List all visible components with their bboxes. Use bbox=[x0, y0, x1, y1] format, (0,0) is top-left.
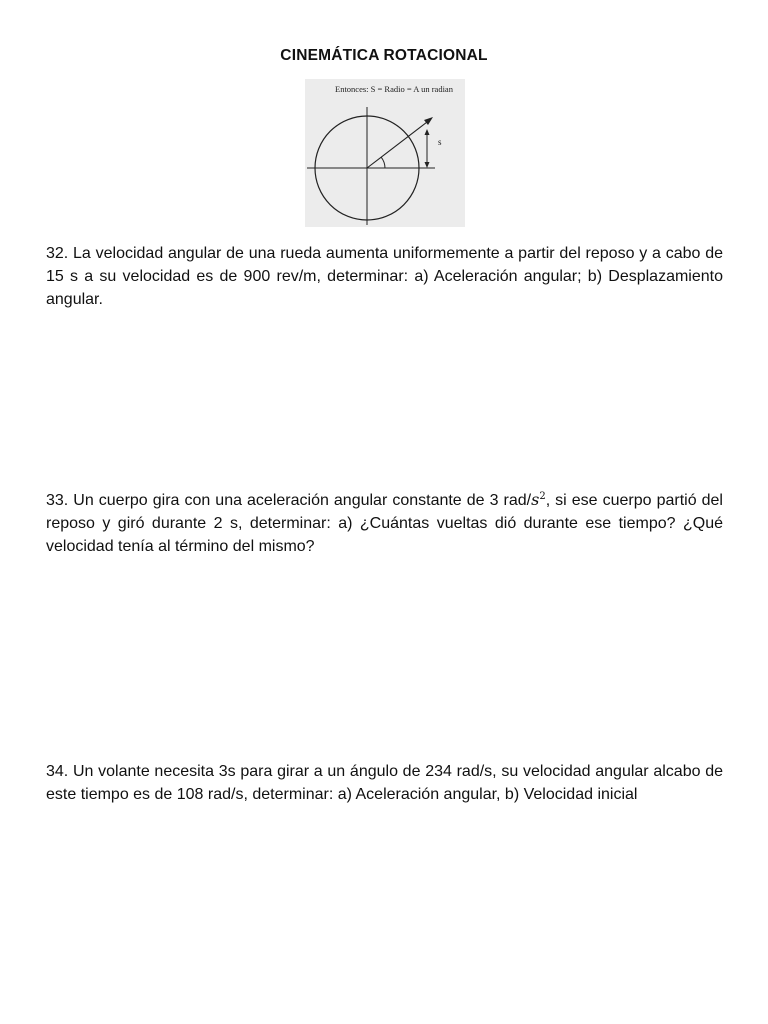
problem-34: 34. Un volante necesita 3s para girar a un ángulo de 234 rad/s, su velocidad angular alcabo de este tiempo es de 108 rad/s, determinar: a) Aceleración angular, b) Velocidad inicial bbox=[46, 763, 723, 803]
problem-33 bbox=[46, 485, 723, 558]
document-title: CINEMÁTICA ROTACIONAL bbox=[280, 47, 488, 64]
problem-32: 32. La velocidad angular de una rueda aumenta uniformemente a partir del reposo y a cabo de 15 s a su velocidad es de 900 rev/m, determinar: a) Aceleración angular; b) Desplazamiento angular. bbox=[46, 245, 723, 308]
problem-33-unit-variable: s bbox=[531, 490, 540, 509]
angle-arc bbox=[381, 157, 385, 168]
radian-diagram-svg bbox=[305, 79, 465, 227]
arc-length-label: s bbox=[438, 137, 442, 147]
problem-33-unit-exponent: 2 bbox=[539, 491, 546, 502]
problem-33-text-start: 33. Un cuerpo gira con una aceleración angular constante de 3 rad/ bbox=[46, 492, 532, 509]
arc-length-arrow-down bbox=[425, 162, 430, 168]
figure-caption: Entonces: S = Radio = A un radian bbox=[335, 84, 453, 94]
arc-length-arrow-up bbox=[425, 129, 430, 135]
radian-diagram bbox=[305, 79, 465, 227]
problem-33-text-end: , si ese cuerpo partió del reposo y giró durante 2 s, determinar: a) ¿Cuántas vueltas dió durante ese tiempo? ¿Qué velocidad tenía al término del mismo? bbox=[46, 492, 723, 555]
